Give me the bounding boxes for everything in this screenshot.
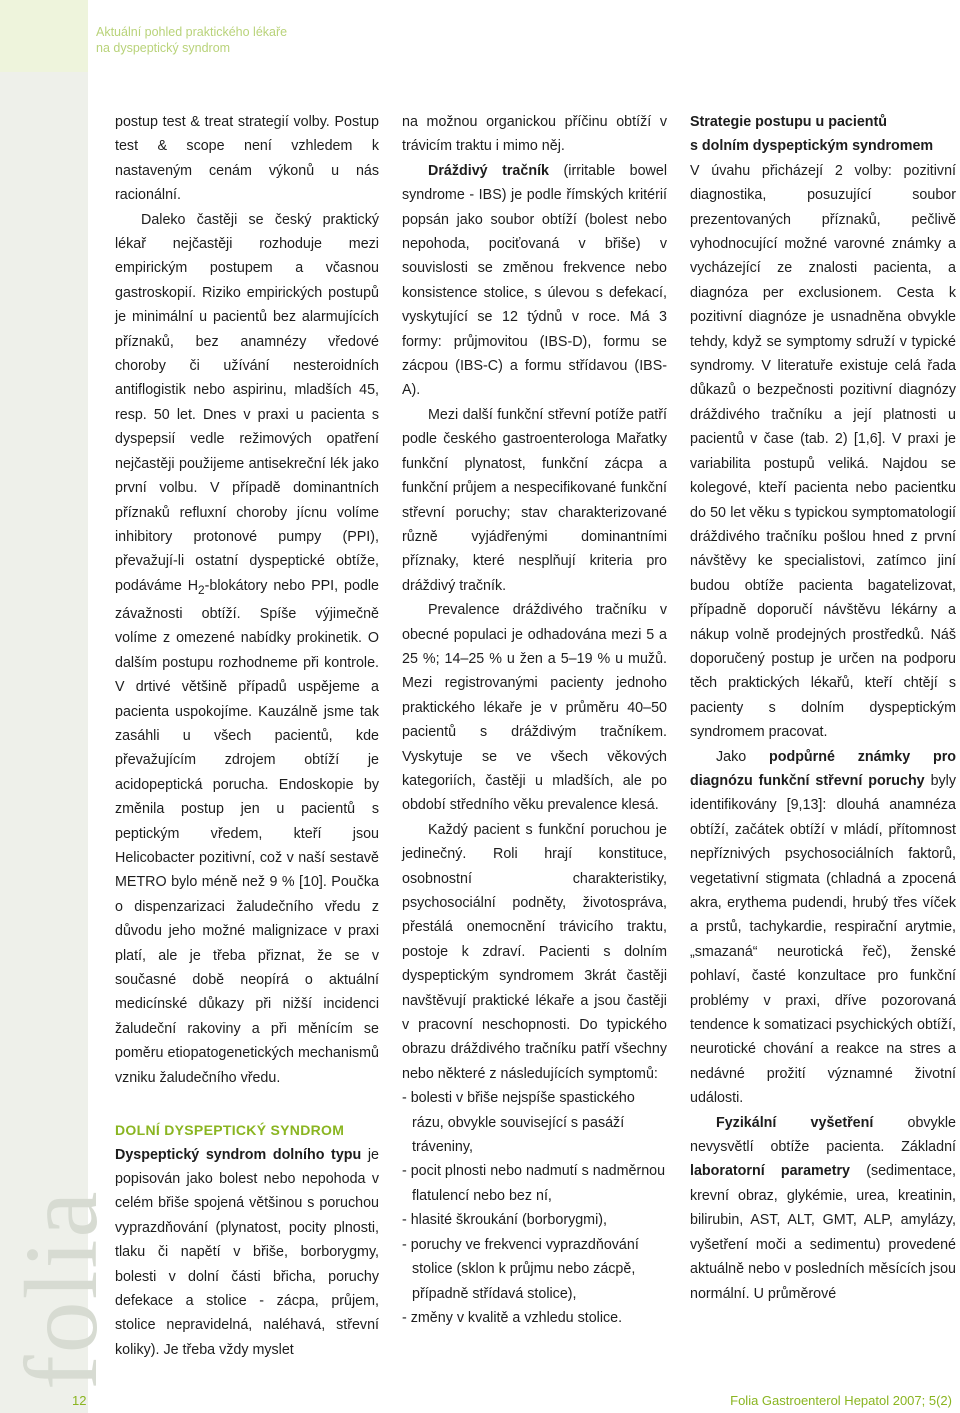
symptom-list-item: - změny v kvalitě a vzhledu stolice. bbox=[402, 1309, 623, 1326]
col2-paragraph-3: Mezi další funkční střevní potíže patří podle českého gastroenterologa Mařatky funkční plynatost, funkční zácpa a funkční průjem a nespecifikované funkční střevní poruchy; stav charakterizované různě vyjádřenými dominantními příznaky, které nesplňují kriteria pro dráždivý tračník. bbox=[402, 406, 667, 594]
header-line-2: na dyspeptický syndrom bbox=[96, 41, 231, 55]
col2-paragraph-1: na možnou organickou příčinu obtíží v trávicím traktu i mimo něj. bbox=[402, 114, 667, 155]
running-header bbox=[96, 24, 516, 56]
col3-paragraph-3 bbox=[690, 1111, 956, 1306]
term-physical-exam: Fyzikální vyšetření bbox=[716, 1114, 874, 1131]
page-number: 12 bbox=[72, 1393, 87, 1408]
col3-paragraph-1: V úvahu přicházejí 2 volby: pozitivní diagnostika, posuzující soubor prezentovaných příznaků, pečlivě vyhodnocující možné varovné známky a vycházející ze znalosti pacienta, a diagnóza per exclusionem. Cesta k pozitivní diagnóze je usnadněna obvykle tehdy, když se symptomy sdruží v typické syndromy. V literatuře existuje celá řada důkazů o bezpečnosti pozitivní diagnózy dráždivého tračníku a její platnosti u pacientů v čase (tab. 2) [1,6]. V praxi je variabilita postupů veliká. Najdou se kolegové, kteří pacienta nebo pacientku do 50 let věku s typickou symptomatologií dráždivého tračníku pošlou hned z první návštěvy ke specialistovi, zatímco jiní budou obtíže pacienta bagatelizovat, případně doporučí návštěvu lékárny a nákup volně prodejných prostředků. Náš doporučený postup je určen na podporu těch praktických lékařů, kteří chtějí s pacienty s dolním dyspeptickým syndromem pracovat. bbox=[690, 162, 956, 741]
sidebar-top-block bbox=[0, 0, 88, 72]
col3-paragraph-2 bbox=[690, 745, 956, 1111]
col2-paragraph-5: Každý pacient s funkční poruchou je jedinečný. Roli hrají konstituce, osobnostní charakteristiky, psychosociální podněty, životospráva, přestálá onemocnění trávicího traktu, postoje k zdraví. Pacienti s dolním dyspeptickým syndromem 3krát častěji navštěvují praktické lékaře a jsou častěji v pracovní neschopnosti. Do typického obrazu dráždivého tračníku patří všechny nebo některé z následujících symptomů: bbox=[402, 821, 667, 1082]
col1-paragraph-3 bbox=[115, 1143, 379, 1363]
col2-paragraph-4: Prevalence dráždivého tračníku v obecné populaci je odhadována mezi 5 a 25 %; 14–25 % u žen a 5–19 % u mužů. Mezi registrovanými pacienty jednoho praktického lékaře je v průměru 40–50 pacientů s dráždivým tračníkem. Vyskytuje se ve všech věkových kategoriích, častěji u mladších, ale po období středního věku prevalence klesá. bbox=[402, 602, 667, 814]
term-irritable-bowel: Dráždivý tračník bbox=[428, 162, 549, 179]
column-1 bbox=[115, 110, 379, 1362]
col1-paragraph-1: postup test & treat strategií volby. Postup test & scope není vzhledem k nastaveným cenám výkonů u nás racionální. bbox=[115, 114, 379, 204]
col1-p3-text: je popisován jako bolest nebo nepohoda v celém břiše spojená většinou s poruchou vyprazdňování (plynatost, pocity plnosti, tlaku či napětí v břiše, borborygmy, bolesti v dolní části břicha, poruchy defekace a stolice - zácpa, průjem, stolice nepravidelná, naléhavá, střevní koliky). Je třeba vždy myslet bbox=[115, 1146, 379, 1358]
col3-p3-rest: (sedimentace, krevní obraz, glykémie, urea, kreatinin, bilirubin, AST, ALT, GMT, ALP, amylázy, vyšetření moči a sedimentu) provedené aktuálně nebo v posledních měsících jsou normální. U průměrové bbox=[690, 1163, 956, 1302]
col2-p2-text: (irritable bowel syndrome - IBS) je podle římských kritérií popsán jako soubor obtíží (bolest nebo nepohoda, pociťovaná v břiše) v souvislosti se změnou frekvence nebo konsistence stolice, s úlevou s defekací, vyskytující se 12 týdnů v roce. Má 3 formy: průjmovitou (IBS-D), formu se zácpou (IBS-C) a formu střídavou (IBS-A). bbox=[402, 162, 668, 399]
col3-p2-text: byly identifikovány [9,13]: dlouhá anamnéza obtíží, začátek obtíží v mládí, přítomnost nepříznivých psychosociálních faktorů, vegetativní stigmata (chladná a zpocená akra, erythema pudendi, hrubý třes víček a prstů, tachykardie, respirační arytmie, „smazaná“ neurotická řeč), ženské pohlaví, časté konzultace pro funkční problémy v praxi, dříve pozorovaná tendence k somatizaci psychických obtíží, neurotické chování a reakce na stres a nedávné prožití významné životní události. bbox=[690, 772, 956, 1107]
symptom-list-item: - bolesti v břiše nejspíše spastického rázu, obvykle související s pasáží tráveniny, bbox=[402, 1090, 635, 1156]
term-dyspeptic-syndrome: Dyspeptický syndrom dolního typu bbox=[115, 1146, 362, 1163]
symptom-list-item: - pocit plnosti nebo nadmutí s nadměrnou flatulencí nebo bez ní, bbox=[402, 1163, 666, 1204]
col3-p2-pre: Jako bbox=[716, 748, 769, 765]
folia-brand: folia bbox=[4, 1189, 119, 1390]
term-supporting-signs: podpůrné známky pro diagnózu funkční střevní poruchy bbox=[690, 748, 956, 789]
section-heading: DOLNÍ DYSPEPTICKÝ SYNDROM bbox=[115, 1122, 345, 1139]
col1-p2-text: Daleko častěji se český praktický lékař nejčastěji rozhoduje mezi empirickým postupem a včasnou gastroskopií. Riziko empirických postupů je minimální u pacientů bez alarmujících příznaků, bez anamnézy vředové choroby či užívání nesteroidních antiflogistik nebo aspirinu, mladších 45, resp. 50 let. Dnes v praxi u pacienta s dyspepsií vedle režimových opatření nejčastěji použijeme antisekreční lék jako první volbu. V případě dominantních příznaků refluxní choroby jícnu volíme inhibitory protonové pumpy (PPI), převažují-li ostatní dyspeptické obtíže, podáváme H bbox=[115, 211, 379, 594]
term-lab-parameters: laboratorní parametry bbox=[690, 1163, 850, 1180]
col3-p3-text: obvykle nevysvětlí obtíže pacienta. Základní bbox=[690, 1114, 956, 1156]
col2-paragraph-2 bbox=[402, 159, 667, 403]
sidebar-band bbox=[0, 0, 119, 1413]
symptom-list-item: - poruchy ve frekvenci vyprazdňování stolice (sklon k průjmu nebo zácpě, případně střídavá stolice), bbox=[402, 1236, 639, 1302]
col1-p2-rest: -blokátory nebo PPI, podle závažnosti obtíží. Spíše výjimečně volíme z omezené nabídky prokinetik. O dalším postupu rozhodneme při kontrole. V drtivé většině případů uspějeme a pacienta uspokojíme. Kauzálně jsme tak zasáhli u všech pacientů, kde převažujícím zdrojem obtíží je acidopeptická porucha. Endoskopie by změnila postup jen u pacientů s peptickým vředem, kteří jsou Helicobacter pozitivní, což v naší sestavě METRO bylo méně než 9 % [10]. Poučka o dispenzarizaci žaludečního vředu z důvodu jeho možné malignizace v praxi platí, ale je třeba přiznat, že se v současné době neopírá o aktuální medicínské důkazy při nižší incidenci žaludeční rakoviny a při měnícím se poměru etiopatogenetických mechanismů vzniku žaludečního vředu. bbox=[115, 577, 379, 1086]
strategy-heading-line-2: s dolním dyspeptickým syndromem bbox=[690, 138, 934, 155]
column-3 bbox=[690, 110, 956, 1306]
strategy-heading-line-1: Strategie postupu u pacientů bbox=[690, 114, 887, 130]
symptom-list-item: - hlasité škroukání (borborygmi), bbox=[402, 1212, 607, 1229]
journal-citation: Folia Gastroenterol Hepatol 2007; 5(2) bbox=[730, 1393, 952, 1408]
col1-paragraph-2 bbox=[115, 208, 379, 1090]
header-line-1: Aktuální pohled praktického lékaře bbox=[96, 25, 288, 39]
column-2 bbox=[402, 110, 667, 1330]
h2-subscript: 2 bbox=[198, 582, 205, 597]
